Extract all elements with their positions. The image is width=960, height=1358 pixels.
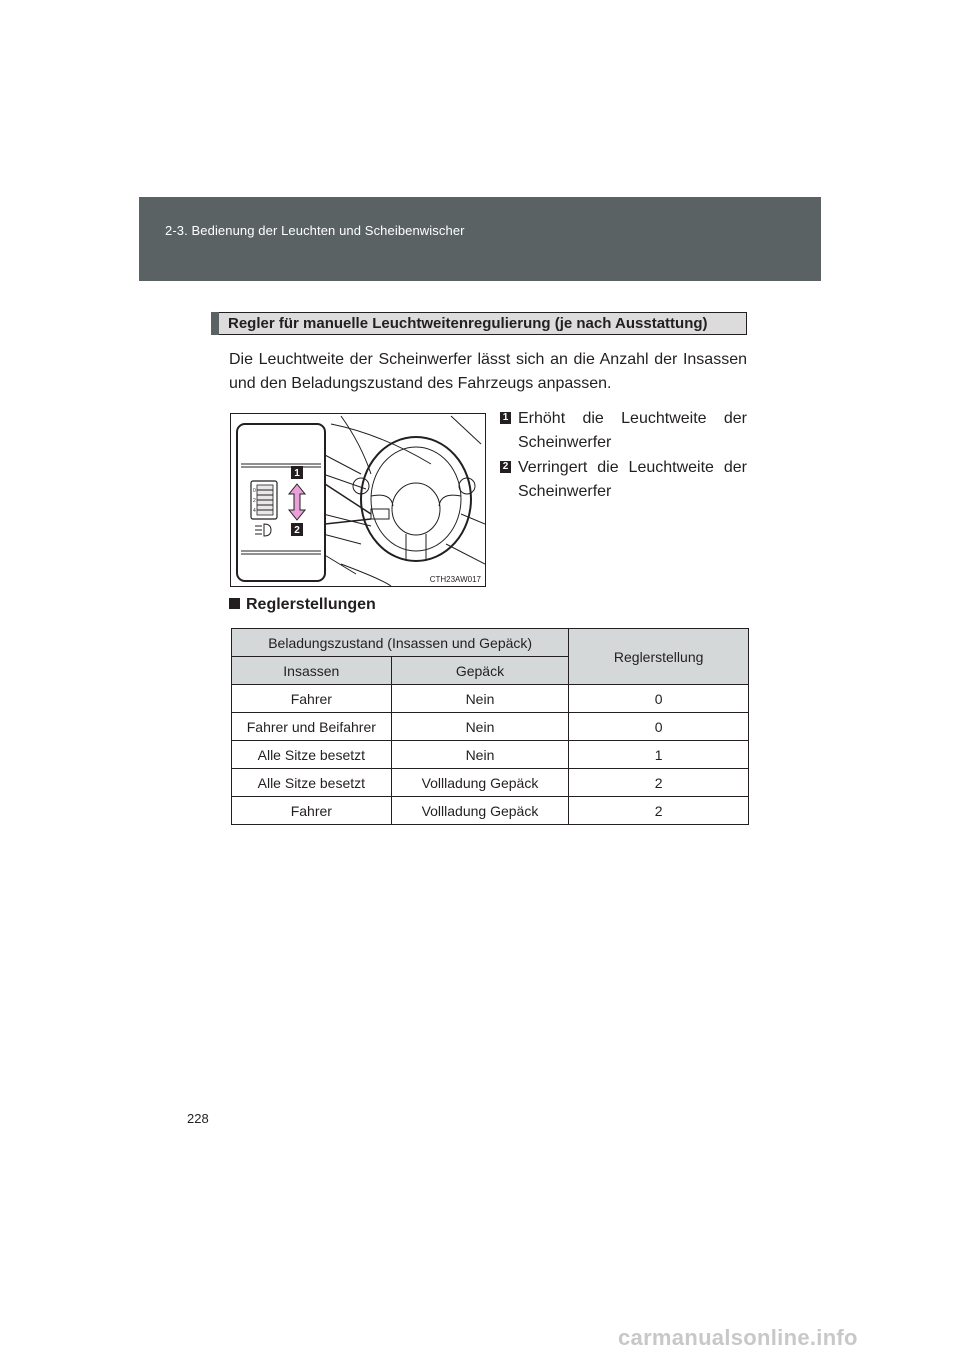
- heading-accent-bar: [211, 312, 219, 335]
- chapter-title: 2-3. Bedienung der Leuchten und Scheibenwischer: [165, 223, 465, 238]
- cell-gepaeck: Nein: [391, 713, 569, 741]
- cell-gepaeck: Nein: [391, 741, 569, 769]
- cell-insassen: Alle Sitze besetzt: [232, 741, 392, 769]
- cell-regler: 2: [569, 797, 749, 825]
- figure-code: CTH23AW017: [429, 575, 481, 584]
- regulator-table: [231, 628, 749, 825]
- cell-gepaeck: Vollladung Gepäck: [391, 769, 569, 797]
- cell-regler: 1: [569, 741, 749, 769]
- chapter-header: [139, 197, 821, 281]
- subheading: [229, 596, 376, 614]
- table-row: [232, 685, 749, 713]
- table-row: [232, 797, 749, 825]
- cell-insassen: Fahrer: [232, 797, 392, 825]
- cell-gepaeck: Nein: [391, 685, 569, 713]
- cell-regler: 2: [569, 769, 749, 797]
- subheading-text: Reglerstellungen: [246, 596, 376, 613]
- callout-2-number: 2: [500, 461, 511, 473]
- watermark: carmanualsonline.info: [618, 1325, 858, 1350]
- cell-regler: 0: [569, 685, 749, 713]
- group-header: Beladungszustand (Insassen und Gepäck): [232, 629, 569, 657]
- callout-1: [500, 407, 747, 455]
- square-bullet-icon: [229, 598, 240, 609]
- cell-insassen: Fahrer: [232, 685, 392, 713]
- callout-1-text: Erhöht die Leuchtweite der Scheinwerfer: [518, 410, 747, 451]
- svg-text:2: 2: [253, 498, 256, 504]
- table-header-row: [232, 629, 749, 657]
- svg-text:0: 0: [253, 488, 256, 494]
- table-row: [232, 769, 749, 797]
- fig-label-2: 2: [294, 525, 300, 536]
- dashboard-drawing: [231, 414, 485, 586]
- fig-label-1: 1: [294, 468, 300, 479]
- section-heading: [211, 312, 747, 335]
- cell-insassen: Fahrer und Beifahrer: [232, 713, 392, 741]
- cell-insassen: Alle Sitze besetzt: [232, 769, 392, 797]
- dashboard-illustration: [230, 413, 486, 587]
- table-row: [232, 741, 749, 769]
- section-heading-text: Regler für manuelle Leuchtweitenregulierung (je nach Ausstattung): [228, 315, 708, 332]
- table-row: [232, 713, 749, 741]
- intro-paragraph: Die Leuchtweite der Scheinwerfer lässt sich an die Anzahl der Insassen und den Beladungszustand des Fahrzeugs anpassen.: [229, 351, 747, 392]
- page-number: 228: [187, 1111, 209, 1126]
- col-header-regler: Reglerstellung: [569, 629, 749, 685]
- col-header-gepaeck: Gepäck: [391, 657, 569, 685]
- callout-2-text: Verringert die Leuchtweite der Scheinwerfer: [518, 459, 747, 500]
- cell-gepaeck: Vollladung Gepäck: [391, 797, 569, 825]
- col-header-insassen: Insassen: [232, 657, 392, 685]
- callout-2: [500, 456, 747, 504]
- cell-regler: 0: [569, 713, 749, 741]
- callout-1-number: 1: [500, 412, 511, 424]
- svg-text:4: 4: [253, 508, 256, 514]
